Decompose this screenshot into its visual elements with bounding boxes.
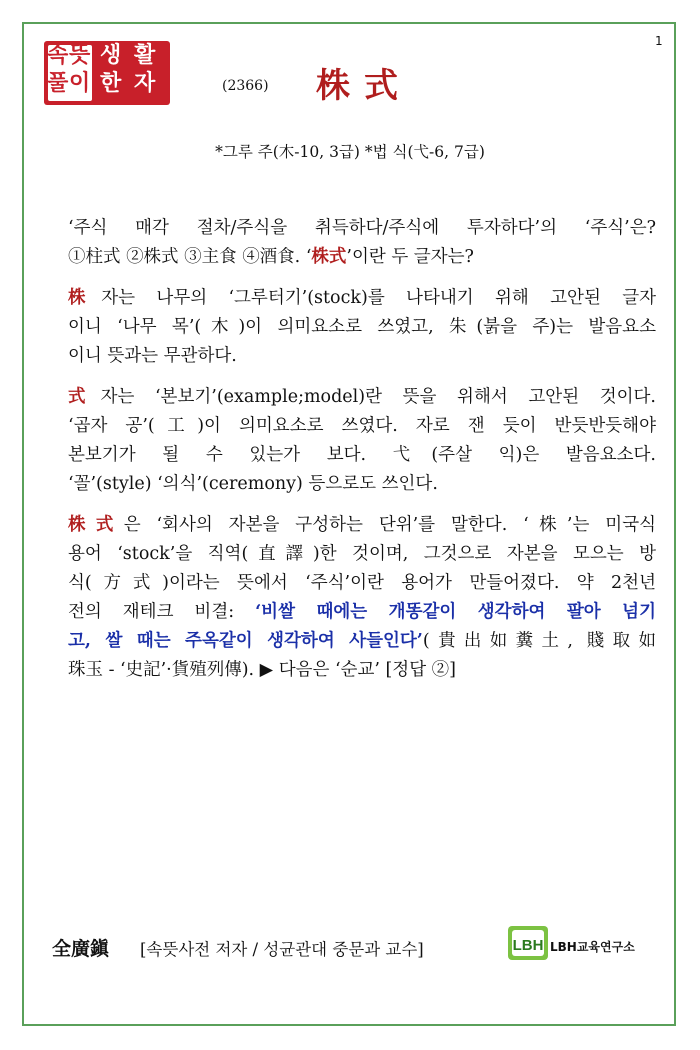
author-name: 全廣鎭 <box>52 938 110 960</box>
logo-char: 활 <box>134 43 156 68</box>
author-description: [속뜻사전 저자 / 성균관대 중문과 교수] <box>140 940 424 959</box>
text-line: 이니 ‘나무 목’(木)이 의미요소로 쓰였고, 朱(붉을 주)는 발음요소 <box>68 317 656 337</box>
paragraph-word <box>68 511 656 685</box>
text-line: 이니 뜻과는 무관하다. <box>68 346 237 366</box>
text-line: 식(方式)이라는 뜻에서 ‘주식’이란 용어가 만들어졌다. 약 2천년 <box>68 573 656 593</box>
page-title: 株式 <box>316 66 412 106</box>
text-line: 株式은 ‘회사의 자본을 구성하는 단위’를 말한다. ‘株’는 미국식 <box>68 515 656 535</box>
text-line: 珠玉 - ‘史記’·貨殖列傳). ▶ 다음은 ‘순교’ [정답 ②] <box>68 660 457 680</box>
logo-char: 자 <box>134 71 156 96</box>
issue-number: (2366) <box>222 78 269 94</box>
lbh-logo-icon <box>508 920 548 966</box>
text-line: ①柱式 ②株式 ③主食 ④酒食. ‘株式’이란 두 글자는? <box>68 247 474 267</box>
text-line: ‘곱자 공’(工)이 의미요소로 쓰였다. 자로 잰 듯이 반듯반듯해야 <box>68 416 656 436</box>
text-line: 고, 쌀 때는 주옥같이 생각하여 사들인다’(貴出如糞土, 賤取如 <box>68 631 656 651</box>
paragraph-question <box>68 214 656 272</box>
text-line: 株자는 나무의 ‘그루터기’(stock)를 나타내기 위해 고안된 글자 <box>68 288 657 308</box>
text-line: 전의 재테크 비결: ‘비쌀 때에는 개똥같이 생각하여 팔아 넘기 <box>68 602 656 622</box>
text-line: 式자는 ‘본보기’(example;model)란 뜻을 위해서 고안된 것이다. <box>68 387 656 407</box>
logo-char: 생 <box>100 43 122 68</box>
character-info: *그루 주(木-10, 3급) *법 식(弋-6, 7급) <box>215 143 485 161</box>
paragraph-char-1 <box>68 284 656 371</box>
logo-char: 뜻 <box>69 43 91 68</box>
text-line: 용어 ‘stock’을 직역(直譯)한 것이며, 그것으로 자본을 모으는 방 <box>68 544 656 564</box>
text-line: 본보기가 될 수 있는가 보다. 弋(주살 익)은 발음요소다. <box>68 445 656 465</box>
text-line: ‘주식 매각 절차/주식을 취득하다/주식에 투자하다’의 ‘주식’은? <box>68 218 656 238</box>
logo-char: 속 <box>47 43 69 68</box>
article-body <box>68 214 656 697</box>
lbh-logo-text: LBH <box>512 937 544 954</box>
text-line: ‘꼴’(style) ‘의식’(ceremony) 등으로도 쓰인다. <box>68 474 438 494</box>
page-number: 1 <box>655 34 663 48</box>
publisher-name: LBH교육연구소 <box>550 940 635 954</box>
paragraph-char-2 <box>68 383 656 499</box>
logo-char: 한 <box>100 71 122 96</box>
sokttus-hanja-logo <box>44 41 170 105</box>
logo-char: 이 <box>69 71 91 96</box>
logo-char: 풀 <box>47 71 69 96</box>
